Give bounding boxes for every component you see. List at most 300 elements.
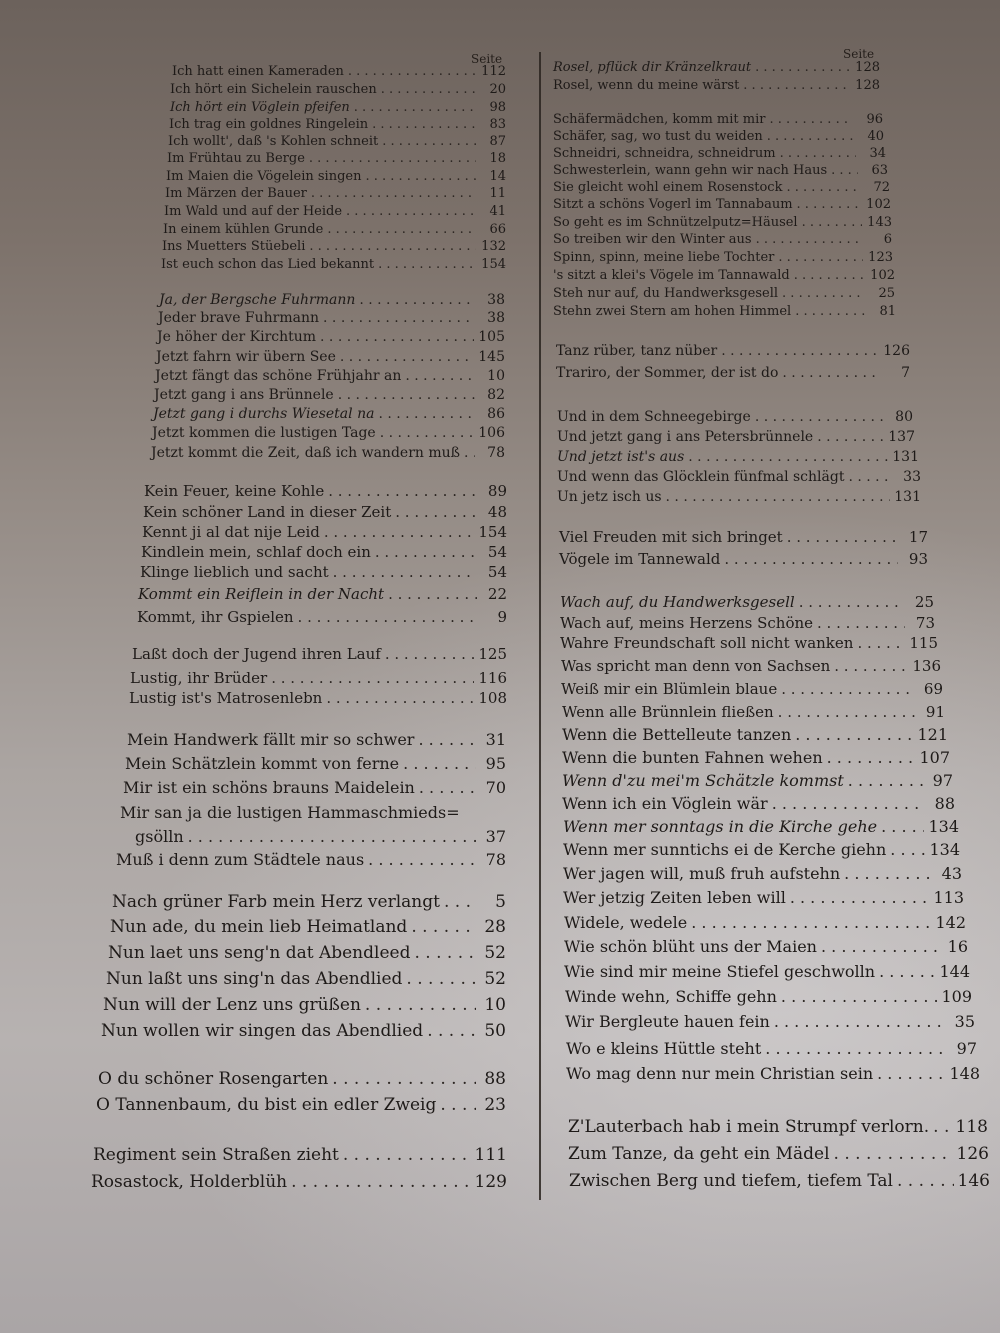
- leader-dots: [368, 852, 476, 868]
- song-title: In einem kühlen Grunde: [163, 222, 324, 237]
- page-number: 33: [903, 469, 921, 485]
- song-title: Weiß mir ein Blümlein blaue: [561, 680, 778, 698]
- column-divider: [539, 52, 541, 1200]
- leader-dots: [327, 223, 476, 236]
- page-number: 52: [484, 943, 506, 963]
- song-title: Kommt ein Reiflein in der Nacht: [138, 585, 385, 603]
- page-number: 80: [895, 409, 913, 425]
- index-entry: [561, 682, 943, 697]
- song-title: Schwesterlein, wann gehn wir nach Haus: [553, 163, 828, 178]
- song-title: Un jetz isch us: [557, 489, 662, 505]
- index-entry: [553, 113, 883, 126]
- leader-dots: [794, 269, 865, 282]
- song-title: Im Frühtau zu Berge: [167, 151, 305, 166]
- page-number: 93: [908, 550, 928, 568]
- song-title: Jetzt fahrn wir übern See: [156, 349, 336, 365]
- page-number: 54: [487, 543, 507, 561]
- song-title: Wo mag denn nur mein Christian sein: [566, 1064, 874, 1083]
- song-title: Nun wollen wir singen das Abendlied: [101, 1021, 424, 1041]
- leader-dots: [897, 1173, 954, 1190]
- index-entry: [553, 305, 896, 318]
- leader-dots: [411, 919, 476, 936]
- leader-dots: [933, 1119, 951, 1136]
- leader-dots: [291, 1174, 470, 1191]
- page-number: 37: [485, 827, 506, 846]
- leader-dots: [755, 61, 850, 74]
- leader-dots: [890, 842, 925, 858]
- song-title: Ich wollt', daß 's Kohlen schneit: [168, 134, 379, 149]
- song-title: Klinge lieblich und sacht: [140, 563, 329, 581]
- leader-dots: [395, 505, 477, 520]
- page-number: 87: [489, 134, 506, 149]
- song-title: Wenn mer sonntags in die Kirche gehe: [563, 817, 878, 836]
- index-entry: [140, 565, 507, 580]
- leader-dots: [767, 130, 854, 143]
- song-title: Nun laet uns seng'n dat Abendleed: [108, 943, 411, 963]
- index-entry: [566, 1066, 980, 1082]
- page-number: 66: [489, 222, 506, 237]
- song-title: Z'Lauterbach hab i mein Strumpf verlorn.: [568, 1117, 930, 1137]
- leader-dots: [440, 1097, 476, 1114]
- page-number: 72: [873, 180, 890, 195]
- index-entry: [553, 61, 880, 74]
- leader-dots: [444, 894, 476, 911]
- index-entry: [553, 269, 895, 282]
- page-number: 143: [867, 215, 892, 230]
- leader-dots: [378, 407, 475, 421]
- leader-dots: [414, 945, 476, 962]
- page-number: 9: [497, 608, 507, 626]
- page-number: 40: [867, 129, 884, 144]
- song-title: Ich hört ein Sichelein rauschen: [170, 82, 377, 97]
- index-entry: [110, 919, 506, 936]
- leader-dots: [782, 287, 865, 300]
- index-entry: [169, 118, 506, 131]
- index-entry: [93, 1147, 507, 1164]
- song-title: Wach auf, du Handwerksgesell: [560, 593, 795, 611]
- song-title: Mir ist ein schöns brauns Maidelein: [123, 778, 415, 797]
- song-title: Zwischen Berg und tiefem, tiefem Tal: [569, 1171, 893, 1191]
- index-entry: [559, 530, 928, 545]
- song-title: Wenn die Bettelleute tanzen: [562, 725, 792, 744]
- index-entry: [564, 964, 970, 980]
- leader-dots: [831, 164, 858, 177]
- index-entry: [562, 796, 955, 812]
- index-entry: [156, 350, 505, 364]
- page-number: 14: [489, 169, 506, 184]
- index-entry: [563, 819, 959, 835]
- index-entry: [557, 410, 913, 424]
- song-title: Kommt, ihr Gspielen: [137, 608, 294, 626]
- song-title: Lustig, ihr Brüder: [130, 669, 268, 687]
- song-title: Jetzt gang i durchs Wiesetal na: [153, 406, 375, 422]
- page-number: 98: [489, 100, 506, 115]
- leader-dots: [743, 79, 850, 92]
- index-entry: [565, 1014, 975, 1030]
- song-title: Wenn ich ein Vöglein wär: [562, 794, 768, 813]
- page-number: 118: [955, 1117, 988, 1137]
- song-title: gsölln: [135, 827, 184, 846]
- page-number: 50: [484, 1021, 506, 1041]
- page-number: 25: [914, 593, 934, 611]
- index-entry: [108, 945, 506, 962]
- index-entry: [170, 83, 506, 96]
- page-number: 95: [485, 754, 506, 773]
- index-entry: [167, 152, 506, 165]
- song-title: Mein Handwerk fällt mir so schwer: [127, 730, 415, 749]
- page-number: 81: [879, 304, 896, 319]
- song-title: Zum Tanze, da geht ein Mädel: [568, 1144, 830, 1164]
- song-title: Jetzt gang i ans Brünnele: [154, 387, 334, 403]
- page-number: 154: [481, 257, 506, 272]
- page-number: 11: [489, 186, 506, 201]
- index-entry: [553, 287, 895, 300]
- song-title: Wer jagen will, muß fruh aufstehn: [563, 864, 841, 883]
- index-entry: [123, 780, 506, 796]
- song-title: Wie sind mir meine Stiefel geschwolln: [564, 962, 876, 981]
- song-title: Wer jetzig Zeiten leben will: [563, 888, 786, 907]
- leader-dots: [817, 430, 884, 444]
- leader-dots: [857, 636, 905, 651]
- leader-dots: [781, 682, 913, 697]
- page-number: 54: [487, 563, 507, 581]
- index-entry: [96, 1097, 506, 1114]
- page-number: 31: [485, 730, 506, 749]
- song-title: Regiment sein Straßen zieht: [93, 1145, 339, 1165]
- leader-dots: [388, 587, 477, 602]
- index-entry: [141, 545, 507, 560]
- page-number: 134: [929, 840, 960, 859]
- index-entry: [553, 198, 891, 211]
- song-title: Schneidri, schneidra, schneidrum: [553, 146, 776, 161]
- leader-dots: [354, 101, 476, 114]
- leader-dots: [821, 939, 938, 955]
- song-title: Was spricht man denn von Sachsen: [561, 657, 831, 675]
- index-entry: [557, 450, 919, 464]
- song-title: Schäfermädchen, komm mit mir: [553, 112, 766, 127]
- page-number: 146: [957, 1171, 990, 1191]
- page-number: 142: [935, 913, 966, 932]
- song-title: Winde wehn, Schiffe gehn: [565, 987, 777, 1006]
- index-entry: [143, 505, 507, 520]
- song-title: Je höher der Kirchtum: [157, 329, 317, 345]
- index-entry: [138, 587, 507, 602]
- leader-dots: [311, 187, 476, 200]
- page-number: 137: [888, 429, 915, 445]
- index-entry: [162, 240, 506, 253]
- index-entry: [562, 727, 948, 743]
- page-number: 23: [484, 1095, 506, 1115]
- page-number: 48: [487, 503, 507, 521]
- page-number: 112: [481, 64, 506, 79]
- leader-dots: [782, 366, 880, 380]
- page-number: 148: [949, 1064, 980, 1083]
- index-entry: [559, 552, 928, 567]
- page-number: 88: [484, 1069, 506, 1089]
- leader-dots: [348, 65, 476, 78]
- song-title: Jetzt fängt das schöne Frühjahr an: [155, 368, 402, 384]
- index-entry: [127, 732, 506, 748]
- song-title: Ich hört ein Vöglein pfeifen: [170, 100, 350, 115]
- index-entry: [568, 1146, 989, 1163]
- index-entry: [553, 164, 888, 177]
- index-entry: [158, 311, 505, 325]
- index-entry: [168, 135, 506, 148]
- index-entry: [170, 101, 506, 114]
- index-entry: [569, 1173, 990, 1190]
- song-title: Und wenn das Glöcklein fünfmal schlägt: [557, 469, 845, 485]
- index-entry: [151, 446, 505, 460]
- page-number: 38: [487, 292, 505, 308]
- leader-dots: [795, 305, 866, 318]
- page-number: 10: [487, 368, 505, 384]
- leader-dots: [188, 829, 476, 845]
- index-entry: [157, 330, 505, 344]
- leader-dots: [340, 350, 474, 364]
- song-title: Kein Feuer, keine Kohle: [144, 482, 325, 500]
- song-title: Jetzt kommen die lustigen Tage: [152, 425, 376, 441]
- leader-dots: [378, 258, 476, 271]
- index-entry: [130, 671, 507, 686]
- page-number: 154: [478, 523, 507, 541]
- leader-dots: [834, 659, 908, 674]
- leader-dots: [848, 470, 891, 484]
- leader-dots: [372, 118, 476, 131]
- song-title: Rosel, pflück dir Kränzelkraut: [553, 60, 752, 75]
- song-title: Kein schöner Land in dieser Zeit: [143, 503, 392, 521]
- index-entry: [153, 407, 505, 421]
- index-entry: [560, 595, 934, 610]
- index-entry: [562, 750, 950, 766]
- leader-dots: [790, 890, 930, 906]
- leader-dots: [359, 293, 475, 307]
- song-title: 's sitzt a klei's Vögele im Tannawald: [553, 268, 790, 283]
- song-title: Schäfer, sag, wo tust du weiden: [553, 129, 763, 144]
- leader-dots: [332, 1071, 476, 1088]
- song-title: Wenn die bunten Fahnen wehen: [562, 748, 823, 767]
- leader-dots: [756, 233, 862, 246]
- page-number: 17: [908, 528, 928, 546]
- leader-dots: [765, 1041, 947, 1057]
- page-number: 10: [484, 995, 506, 1015]
- song-title: Stehn zwei Stern am hohen Himmel: [553, 304, 792, 319]
- page-number: 78: [487, 445, 505, 461]
- leader-dots: [817, 616, 905, 631]
- leader-dots: [324, 525, 475, 540]
- page-number: 121: [917, 725, 948, 744]
- song-title: Wach auf, meins Herzens Schöne: [560, 614, 814, 632]
- leader-dots: [380, 426, 475, 440]
- index-entry: [164, 205, 506, 218]
- index-entry: [557, 430, 915, 444]
- song-title: Wo e kleins Hüttle steht: [566, 1039, 762, 1058]
- page-number: 131: [892, 449, 919, 465]
- leader-dots: [365, 997, 476, 1014]
- page-number: 115: [909, 634, 938, 652]
- page-number: 7: [901, 365, 910, 381]
- leader-dots: [298, 610, 477, 625]
- index-entry: [553, 216, 892, 229]
- song-title: Wie schön blüht uns der Maien: [564, 937, 817, 956]
- page-number: 132: [481, 239, 506, 254]
- song-title: Und jetzt gang i ans Petersbrünnele: [557, 429, 814, 445]
- page-number: 41: [489, 204, 506, 219]
- song-title: Mir san ja die lustigen Hammaschmieds=: [120, 803, 460, 822]
- song-title: So geht es im Schnützelputz=Häusel: [553, 215, 798, 230]
- song-title: Nun laßt uns sing'n das Abendlied: [106, 969, 403, 989]
- page-number: 136: [912, 657, 941, 675]
- leader-dots: [786, 181, 860, 194]
- leader-dots: [338, 388, 475, 402]
- index-entry: [564, 915, 966, 931]
- song-title: Nun ade, du mein lieb Heimatland: [110, 917, 408, 937]
- leader-dots: [724, 552, 898, 567]
- index-entry: [553, 147, 886, 160]
- leader-dots: [403, 756, 476, 772]
- index-entry: [161, 258, 506, 271]
- index-entry: [152, 426, 505, 440]
- page-number: 102: [870, 268, 895, 283]
- leader-dots: [802, 216, 862, 229]
- index-entry: [106, 971, 506, 988]
- leader-dots: [797, 198, 861, 211]
- song-title: Im Märzen der Bauer: [165, 186, 307, 201]
- page-number: 91: [925, 703, 945, 721]
- page-number: 78: [485, 850, 506, 869]
- leader-dots: [780, 147, 856, 160]
- index-entry: [560, 616, 935, 631]
- song-title: Jeder brave Fuhrmann: [158, 310, 320, 326]
- leader-dots: [778, 705, 915, 720]
- leader-dots: [385, 647, 475, 662]
- page-number: 5: [495, 892, 506, 912]
- index-entry: [135, 829, 506, 845]
- index-entry: [557, 470, 921, 484]
- index-entry: [154, 388, 505, 402]
- song-title: Wahre Freundschaft soll nicht wanken: [560, 634, 854, 652]
- page-column-label-right: Seite: [843, 47, 875, 61]
- leader-dots: [365, 170, 476, 183]
- leader-dots: [326, 691, 474, 706]
- index-entry: [98, 1071, 506, 1088]
- leader-dots: [328, 484, 477, 499]
- leader-dots: [772, 796, 925, 812]
- page-number: 83: [489, 117, 506, 132]
- song-title: So treiben wir den Winter aus: [553, 232, 752, 247]
- index-entry: [101, 1023, 506, 1040]
- leader-dots: [774, 1014, 945, 1030]
- leader-dots: [382, 135, 476, 148]
- page-number: 25: [878, 286, 895, 301]
- page-number: 129: [474, 1172, 507, 1192]
- index-entry: [125, 756, 506, 772]
- song-title: Ich trag ein goldnes Ringelein: [169, 117, 369, 132]
- index-entry: [557, 490, 921, 504]
- page-number: 34: [869, 146, 886, 161]
- page-number: 35: [954, 1012, 975, 1031]
- leader-dots: [881, 819, 924, 835]
- index-entry: [562, 773, 953, 789]
- leader-dots: [333, 565, 477, 580]
- index-entry: [144, 484, 507, 499]
- song-title: Rosel, wenn du meine wärst: [553, 78, 740, 93]
- leader-dots: [799, 595, 904, 610]
- index-entry: [563, 890, 964, 906]
- song-title: Ich hatt einen Kameraden: [172, 64, 344, 79]
- leader-dots: [879, 964, 935, 980]
- index-entry: [116, 852, 506, 868]
- page-number: 38: [487, 310, 505, 326]
- song-title: Wir Bergleute hauen fein: [565, 1012, 770, 1031]
- song-title: Kennt ji al dat nije Leid: [142, 523, 320, 541]
- leader-dots: [309, 240, 476, 253]
- page-number: 97: [956, 1039, 977, 1058]
- song-title: Vögele im Tannewald: [559, 550, 721, 568]
- leader-dots: [877, 1066, 945, 1082]
- index-entry: [172, 65, 506, 78]
- leader-dots: [827, 750, 916, 766]
- song-title: Mein Schätzlein kommt von ferne: [125, 754, 400, 773]
- page-number: 113: [933, 888, 964, 907]
- page-number: 116: [478, 669, 507, 687]
- page-number: 111: [474, 1145, 507, 1165]
- leader-dots: [309, 152, 476, 165]
- leader-dots: [781, 989, 938, 1005]
- page-number: 70: [485, 778, 506, 797]
- leader-dots: [795, 727, 913, 743]
- song-title: O Tannenbaum, du bist ein edler Zweig: [96, 1095, 437, 1115]
- page-number: 105: [478, 329, 505, 345]
- song-title: Sie gleicht wohl einem Rosenstock: [553, 180, 783, 195]
- song-title: Tanz rüber, tanz nüber: [556, 343, 718, 359]
- index-entry: [103, 997, 506, 1014]
- song-title: Wenn d'zu mei'm Schätzle kommst: [562, 771, 844, 790]
- index-entry: [112, 894, 506, 911]
- index-entry: [120, 805, 506, 821]
- page-number: 126: [883, 343, 910, 359]
- index-entry: [561, 659, 941, 674]
- leader-dots: [406, 971, 476, 988]
- leader-dots: [418, 732, 476, 748]
- song-title: Kindlein mein, schlaf doch ein: [141, 543, 371, 561]
- index-entry: [563, 866, 962, 882]
- page-number: 107: [919, 748, 950, 767]
- index-entry: [556, 344, 910, 358]
- leader-dots: [769, 113, 853, 126]
- index-entry: [137, 610, 507, 625]
- song-title: Wenn alle Brünnlein fließen: [562, 703, 774, 721]
- page-number: 106: [478, 425, 505, 441]
- page-number: 108: [478, 689, 507, 707]
- index-entry: [142, 525, 507, 540]
- page-number: 22: [487, 585, 507, 603]
- page-number: 28: [484, 917, 506, 937]
- song-title: Im Maien die Vögelein singen: [166, 169, 362, 184]
- index-entry: [565, 989, 972, 1005]
- song-title: Rosastock, Holderblüh: [91, 1172, 288, 1192]
- index-entry: [553, 251, 893, 264]
- index-entry: [553, 233, 892, 246]
- page-number: 145: [478, 349, 505, 365]
- page-number: 123: [868, 250, 893, 265]
- page-number: 82: [487, 387, 505, 403]
- index-entry: [556, 366, 910, 380]
- page-number: 43: [941, 864, 962, 883]
- song-title: Widele, wedele: [564, 913, 688, 932]
- index-entry: [562, 705, 945, 720]
- page-number: 102: [866, 197, 891, 212]
- index-entry: [553, 181, 890, 194]
